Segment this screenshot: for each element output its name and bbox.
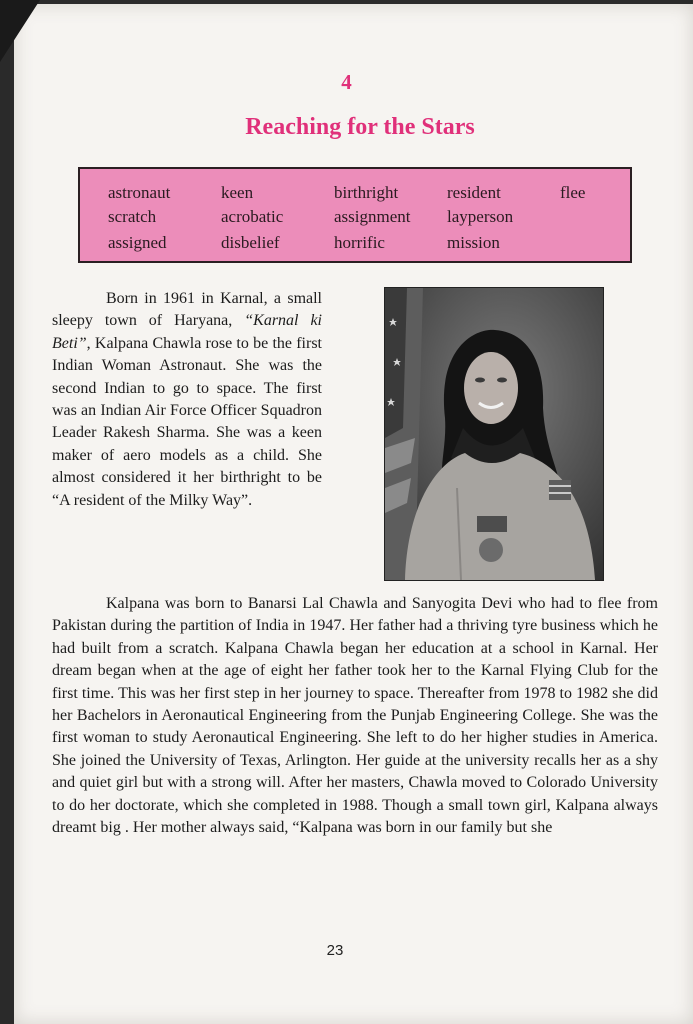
vocab-word: flee bbox=[560, 183, 586, 202]
torn-corner bbox=[0, 0, 40, 62]
vocab-word: disbelief bbox=[221, 233, 280, 252]
vocab-word: layperson bbox=[447, 207, 514, 226]
astronaut-portrait-graphic bbox=[385, 288, 603, 580]
vocab-word: astronaut bbox=[108, 183, 171, 202]
vocab-word: mission bbox=[447, 233, 500, 252]
body-text: Kalpana was born to Banarsi Lal Chawla and Sanyogita Devi who had to flee from Pakistan during the partition of India in 1947. Her father had a thriving tyre business which he had built from a scratch. Kalpana Chawla began her education at a school in Karnal. Her dream began when at the age of eight her father took her to the Karnal Flying Club for the first time. This was her first step in her journey to space. Thereafter from 1978 to 1982 she did her Bachelors in Aeronautical Engineering from the Punjab Engineering College. She was the first woman to study Aeronautical Engineering. She left to do her higher studies in America. She joined the University of Texas, Arlington. Her guide at the university recalls her as a shy and quiet girl but with a strong will. After her masters, Chawla moved to Colorado University to do her doctorate, which she completed in 1988. Though a small town girl, Kalpana always dreamt big . Her mother always said, “Kalpana was born in our family but she bbox=[52, 595, 658, 837]
intro-text-2: , Kalpana Chawla rose to be the first Indian Woman Astronaut. She was the second Indian to go to space. The first was an Indian Air Force Officer Squadron Leader Rakesh Sharma. She was a keen maker of aero models as a child. She almost considered it her birthright to be “A resident of the Milky Way”. bbox=[52, 334, 322, 509]
body-paragraph bbox=[52, 593, 658, 839]
vocab-word: assignment bbox=[334, 207, 411, 226]
vocab-word: keen bbox=[221, 183, 254, 202]
vocab-word: resident bbox=[447, 183, 501, 202]
intro-italic-quote: “Karnal ki Beti” bbox=[52, 312, 323, 352]
vocab-word: horrific bbox=[334, 233, 385, 252]
astronaut-portrait-photo bbox=[384, 287, 604, 581]
vocab-word: assigned bbox=[108, 233, 167, 252]
page-number: 23 bbox=[326, 942, 344, 959]
vocab-word: scratch bbox=[108, 207, 157, 226]
vocab-word: acrobatic bbox=[221, 207, 284, 226]
vocabulary-box bbox=[78, 167, 632, 263]
vocab-word: birthright bbox=[334, 183, 399, 202]
intro-text-1: Born in 1961 in Karnal, a small sleepy town of Haryana, bbox=[52, 290, 322, 330]
chapter-number: 4 bbox=[341, 70, 352, 94]
intro-paragraph bbox=[52, 288, 322, 512]
chapter-title: Reaching for the Stars bbox=[245, 114, 475, 140]
